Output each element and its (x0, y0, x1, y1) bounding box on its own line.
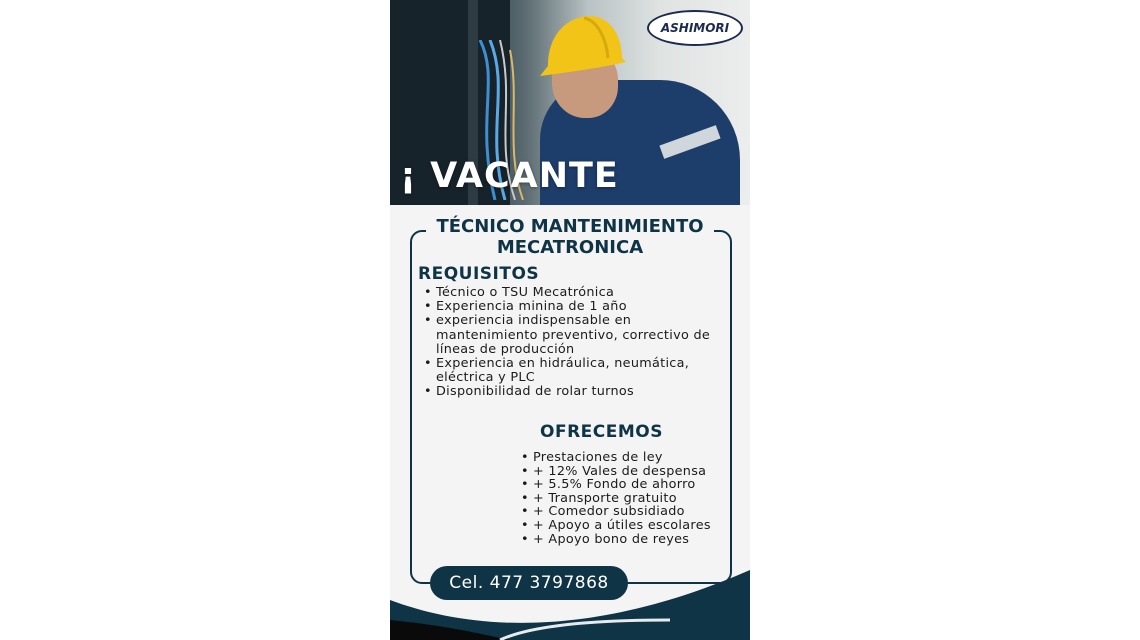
list-item: • Experiencia en hidráulica, neumática, eléctrica y PLC (420, 357, 730, 385)
list-item: • + Comedor subsidiado (517, 505, 737, 519)
job-title-line-2: MECATRONICA (496, 237, 644, 258)
job-title-line-1: TÉCNICO MANTENIMIENTO (436, 216, 704, 237)
hardhat-icon (540, 12, 626, 78)
requirements-list (420, 286, 730, 400)
list-item: • + Apoyo bono de reyes (517, 533, 737, 547)
offer-list (517, 451, 737, 546)
headline: ¡ VACANTE (400, 156, 619, 196)
offer-heading: OFRECEMOS (540, 422, 663, 442)
list-item: • experiencia indispensable en mantenimiento preventivo, correctivo de líneas de producción (420, 314, 730, 357)
list-item: • + 5.5% Fondo de ahorro (517, 478, 737, 492)
list-item: • Técnico o TSU Mecatrónica (420, 286, 730, 300)
list-item: • + Transporte gratuito (517, 492, 737, 506)
requirements-heading: REQUISITOS (418, 264, 540, 284)
list-item: • Prestaciones de ley (517, 451, 737, 465)
job-poster (390, 0, 750, 640)
phone-badge[interactable]: Cel. 477 3797868 (430, 566, 628, 600)
ashimori-logo (647, 10, 743, 46)
list-item: • Experiencia minina de 1 año (420, 300, 730, 314)
job-title (390, 216, 750, 258)
technician-photo (390, 0, 750, 205)
logo-text: ASHIMORI (660, 21, 730, 35)
list-item: • + Apoyo a útiles escolares (517, 519, 737, 533)
list-item: • + 12% Vales de despensa (517, 465, 737, 479)
list-item: • Disponibilidad de rolar turnos (420, 385, 730, 399)
